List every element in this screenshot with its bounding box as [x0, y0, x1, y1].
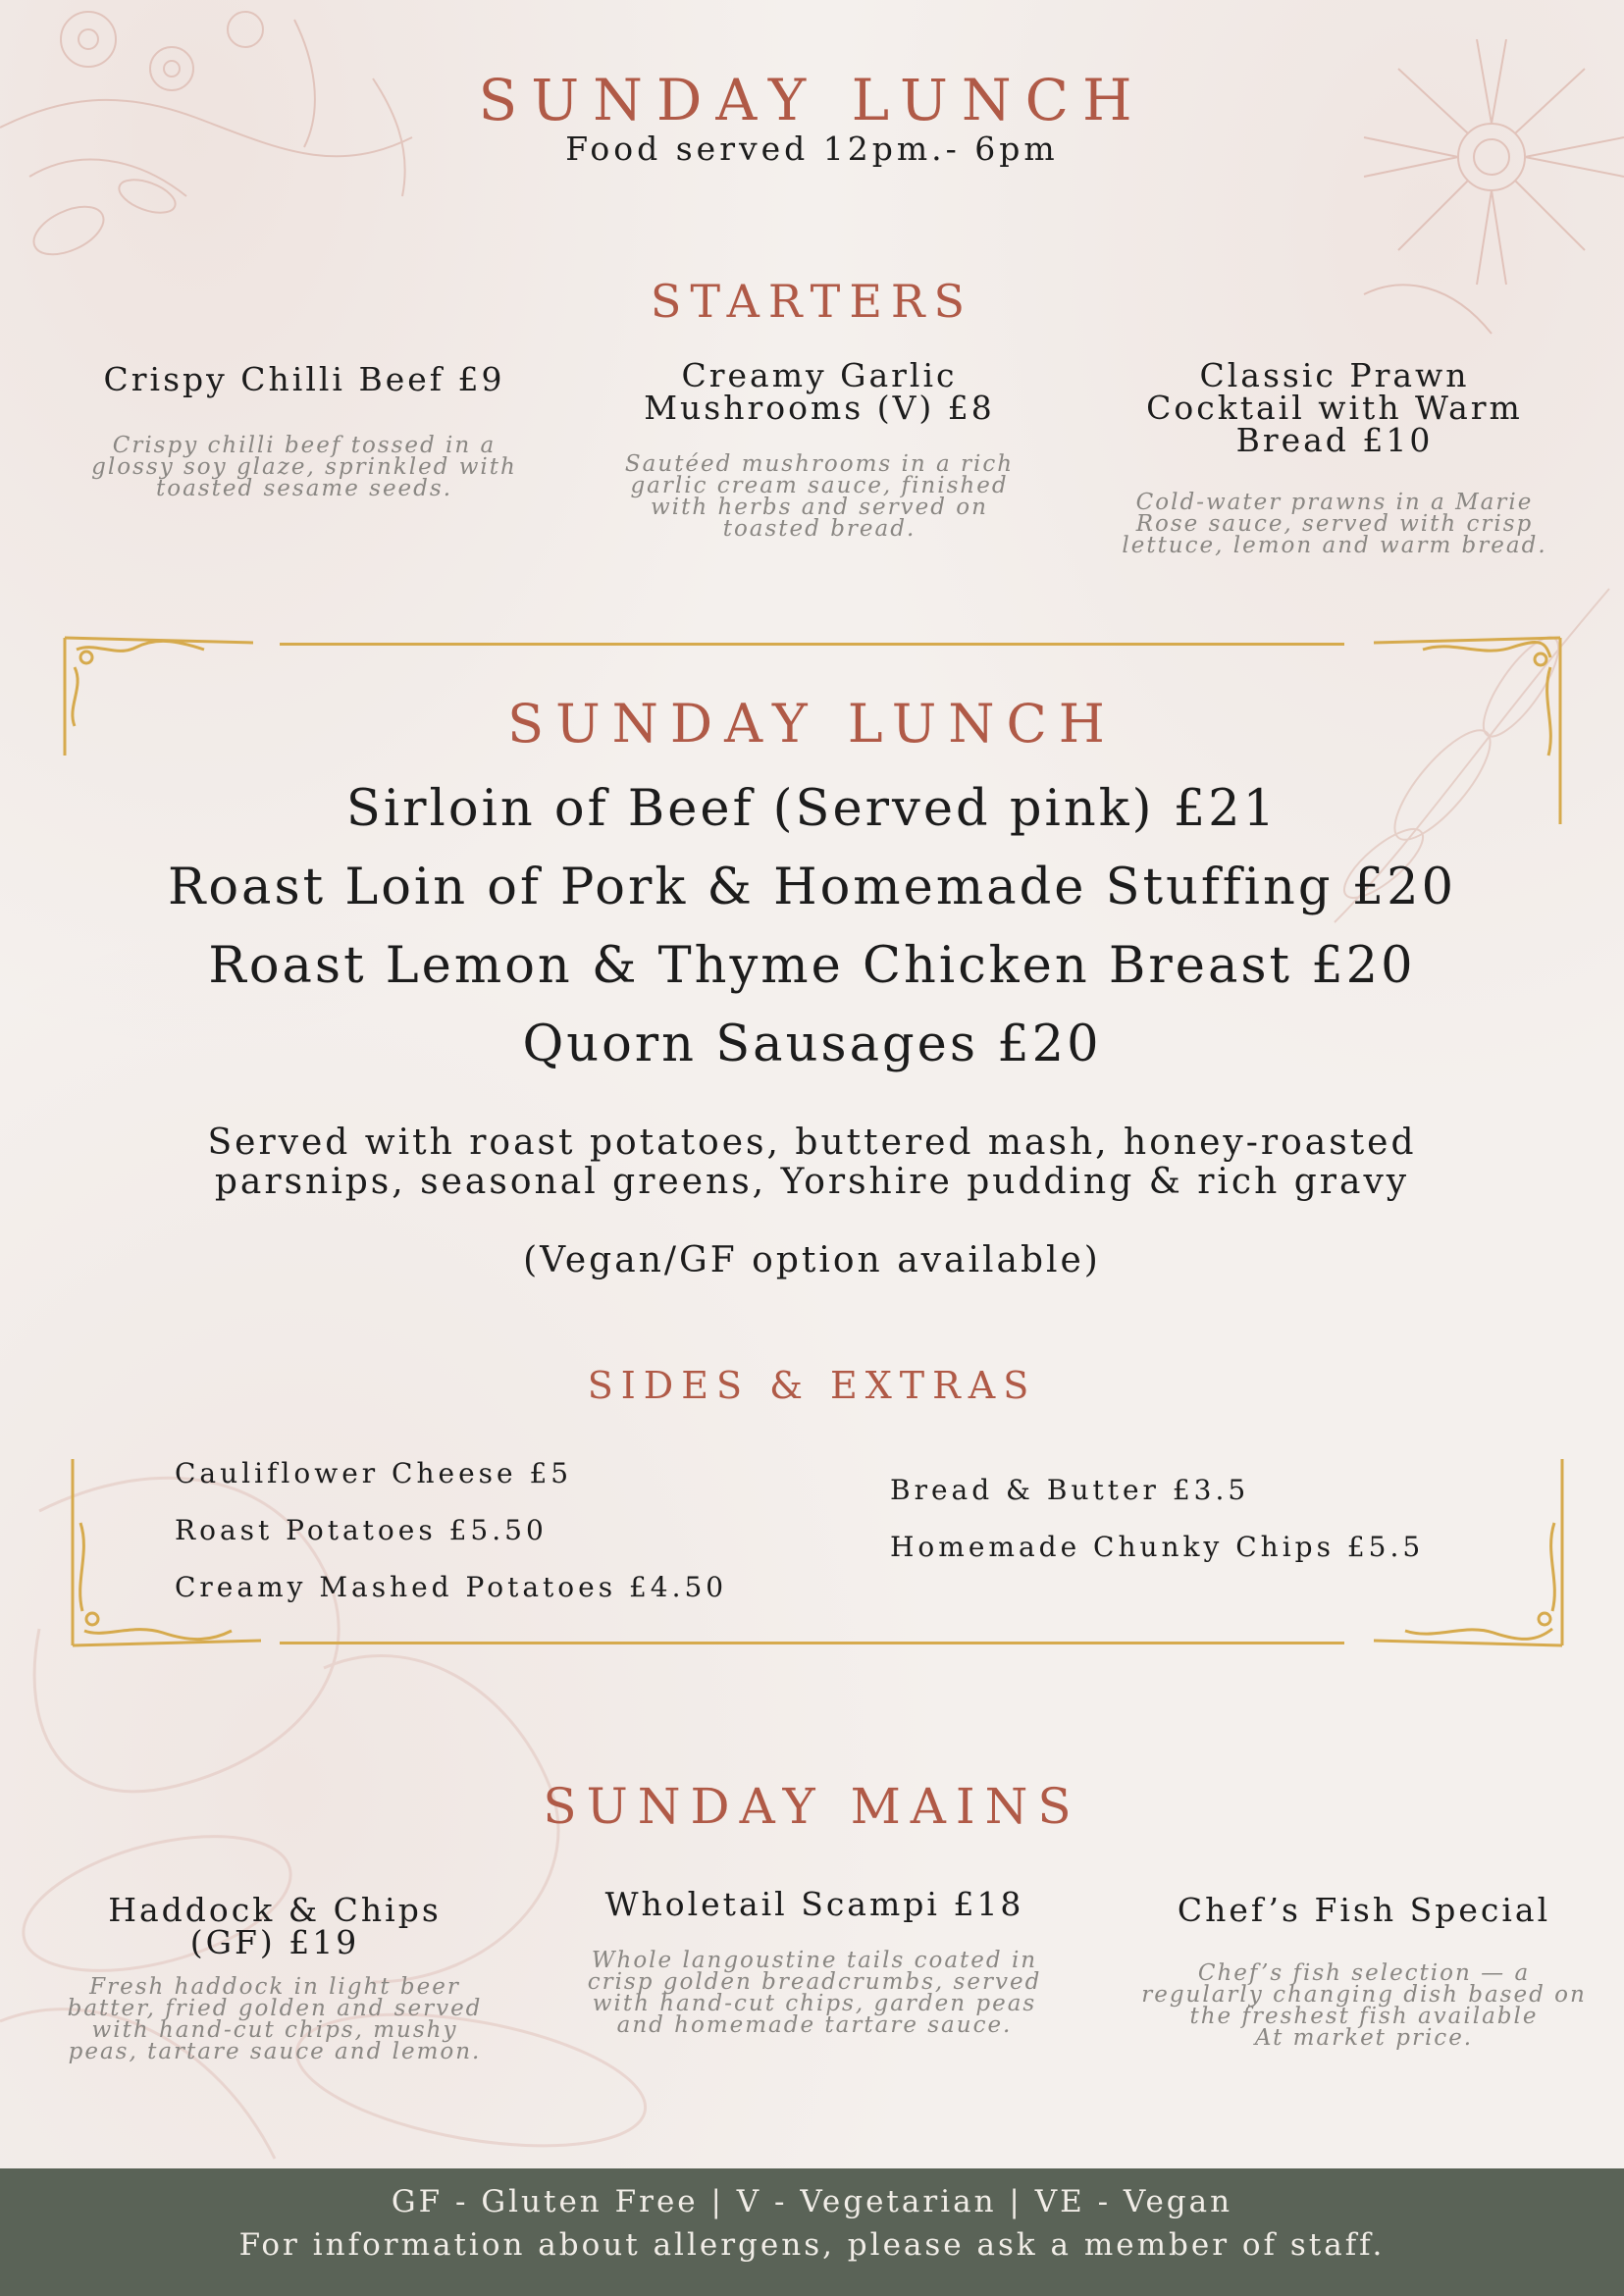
sunday-lunch-heading: SUNDAY LUNCH: [507, 693, 1117, 755]
roast-item: Roast Lemon & Thyme Chicken Breast £20: [208, 937, 1416, 995]
starter-description: Cold-water prawns in a Marie Rose sauce, served with crisp lettuce, lemon and warm bread.: [1122, 490, 1547, 558]
starters-heading: STARTERS: [650, 275, 974, 328]
main-item: [579, 1885, 1050, 2038]
main-description: Chef’s fish selection — a regularly changing dish based on the freshest fish available: [1141, 1960, 1587, 2029]
dietary-legend: GF - Gluten Free | V - Vegetarian | VE - Vegan: [391, 2184, 1233, 2219]
side-item: Homemade Chunky Chips £5.5: [890, 1531, 1425, 1563]
starter-description: Sautéed mushrooms in a rich garlic cream sauce, finished with herbs and served on toasted bread.: [624, 451, 1015, 542]
gold-frame-bottom-line: [280, 1642, 1344, 1644]
main-description: Whole langoustine tails coated in crisp golden breadcrumbs, served with hand-cut chips, garden peas and homemade tartare sauce.: [587, 1948, 1042, 2038]
starter-item: [74, 360, 535, 501]
side-item: Bread & Butter £3.5: [890, 1474, 1250, 1506]
service-hours: Food served 12pm.- 6pm: [565, 130, 1059, 168]
starter-name: Classic Prawn Cocktail with Warm Bread £10: [1146, 356, 1523, 459]
main-item: [54, 1891, 496, 2064]
dietary-note: (Vegan/GF option available): [523, 1240, 1101, 1280]
starter-name: Crispy Chilli Beef £9: [103, 360, 505, 398]
side-item: Creamy Mashed Potatoes £4.50: [175, 1571, 728, 1603]
page-title: SUNDAY LUNCH: [478, 67, 1146, 133]
roast-item: Quorn Sausages £20: [522, 1016, 1102, 1073]
main-item: [1138, 1891, 1590, 2051]
roast-item: Roast Loin of Pork & Homemade Stuffing £20: [167, 859, 1457, 916]
side-item: Roast Potatoes £5.50: [175, 1514, 548, 1546]
roast-item: Sirloin of Beef (Served pink) £21: [345, 780, 1279, 838]
footer-bar: [0, 2168, 1624, 2296]
gold-frame-top-line: [280, 643, 1344, 646]
side-item: Cauliflower Cheese £5: [175, 1457, 573, 1489]
starter-item: [1104, 356, 1565, 558]
served-with-line: Served with roast potatoes, buttered mash, honey-roasted: [207, 1122, 1417, 1163]
main-name: Wholetail Scampi £18: [604, 1885, 1024, 1923]
served-with-line: parsnips, seasonal greens, Yorshire pudding & rich gravy: [214, 1162, 1410, 1202]
starter-item: [589, 356, 1050, 542]
main-name: Chef’s Fish Special: [1177, 1891, 1551, 1929]
starter-description: Crispy chilli beef tossed in a glossy soy glaze, sprinkled with toasted sesame seeds.: [91, 433, 517, 501]
main-price-note: At market price.: [1254, 2025, 1474, 2051]
main-description: Fresh haddock in light beer batter, fried golden and served with hand-cut chips, mushy peas, tartare sauce and lemon.: [67, 1974, 483, 2064]
starter-name: Creamy Garlic Mushrooms (V) £8: [644, 356, 995, 427]
main-name: Haddock & Chips (GF) £19: [108, 1891, 442, 1961]
sides-heading: SIDES & EXTRAS: [587, 1364, 1037, 1407]
allergen-note: For information about allergens, please ask a member of staff.: [238, 2227, 1386, 2263]
sunday-mains-heading: SUNDAY MAINS: [543, 1778, 1081, 1835]
